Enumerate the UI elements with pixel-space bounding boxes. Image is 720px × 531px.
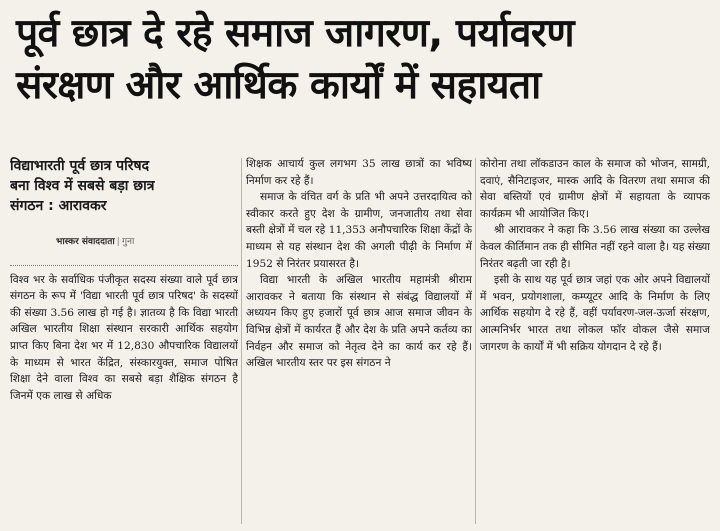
column-divider xyxy=(241,158,242,524)
paragraph: समाज के वंचित वर्ग के प्रति भी अपने उत्तरदायित्व को स्वीकार करते हुए देश के ग्रामीण, जनजातीय तथा सेवा बस्ती क्षेत्रों में चल रहे 11,353 अनौपचारिक शिक्षा केंद्रों के माध्यम से यह संस्थान देश की अगली पीढ़ी के निर्माण में 1952 से निरंतर प्रयासरत है। xyxy=(246,191,472,270)
subheadline-line-2: बना विश्व में सबसे बड़ा छात्र xyxy=(10,178,155,194)
headline-line-2: संरक्षण और आर्थिक कार्यों में सहायता xyxy=(16,63,541,108)
article-column-3 xyxy=(480,156,710,526)
article-column-1 xyxy=(10,156,238,526)
subheadline-line-3: संगठन : आरावकर xyxy=(10,198,107,214)
headline xyxy=(10,8,710,112)
reporter-name: भास्कर संवाददाता xyxy=(56,237,115,247)
paragraph: इसी के साथ यह पूर्व छात्र जहां एक ओर अपने विद्यालयों में भवन, प्रयोगशाला, कम्प्यूटर आदि के निर्माण के लिए आर्थिक सहयोग दे रहे हैं, वहीं पर्यावरण-जल-ऊर्जा संरक्षण, आत्मनिर्भर भारत तथा लोकल फॉर वोकल जैसे समाज जागरण के कार्यों में भी सक्रिय योगदान दे रहे हैं। xyxy=(480,274,710,353)
byline-divider xyxy=(10,265,238,266)
byline-separator: | xyxy=(116,237,120,247)
dateline-city: गुना xyxy=(121,237,135,247)
headline-line-1: पूर्व छात्र दे रहे समाज जागरण, पर्यावरण xyxy=(16,11,575,56)
subheadline-line-1: विद्याभारती पूर्व छात्र परिषद xyxy=(10,158,150,174)
paragraph: कोरोना तथा लॉकडाउन काल के समाज को भोजन, सामग्री, दवाएं, सैनिटाइजर, मास्क आदि के वितरण तथा समाज की सेवा बस्तियों एवं ग्रामीण क्षेत्रों में सहायता के व्यापक कार्यक्रम भी आयोजित किए। xyxy=(480,158,710,220)
paragraph: विद्या भारती के अखिल भारतीय महामंत्री श्रीराम आरावकर ने बताया कि संस्थान से संबंद्ध विद्यालयों में अध्ययन किए हुए हजारों पूर्व छात्र आज समाज जीवन के विभिन्न क्षेत्रों में कार्यरत हैं और देश के प्रति अपने कर्तव्य का निर्वहन और समाज को नेतृत्व देने का कार्य कर रहे हैं। अखिल भारतीय स्तर पर इस संगठन ने xyxy=(246,274,472,370)
byline xyxy=(56,234,238,251)
paragraph: श्री आरावकर ने कहा कि 3.56 लाख संख्या का उल्लेख केवल कीर्तिमान तक ही सीमित नहीं रहने वाला है। यह संख्या निरंतर बढ़ती जा रही है। xyxy=(480,224,710,270)
paragraph: शिक्षक आचार्य कुल लगभग 35 लाख छात्रों का भविष्य निर्माण कर रहे हैं। xyxy=(246,158,472,187)
column-divider xyxy=(475,158,476,524)
subheadline xyxy=(10,156,238,216)
article-body xyxy=(10,156,710,526)
article-column-2 xyxy=(246,156,472,526)
paragraph: विश्व भर के सर्वाधिक पंजीकृत सदस्य संख्या वाले पूर्व छात्र संगठन के रूप में 'विद्या भारती पूर्व छात्र परिषद' के सदस्यों की संख्या 3.56 लाख हो गई है। ज्ञातव्य है कि विद्या भारती अखिल भारतीय शिक्षा संस्थान सरकारी आर्थिक सहयोग प्राप्त किए बिना देश भर में 12,830 औपचारिक विद्यालयों के माध्यम से भारत केंद्रित, संस्कारयुक्त, समाज पोषित शिक्षा देने वाला विश्व का सबसे बड़ा शैक्षिक संगठन है जिनमें एक लाख से अधिक xyxy=(10,273,238,402)
